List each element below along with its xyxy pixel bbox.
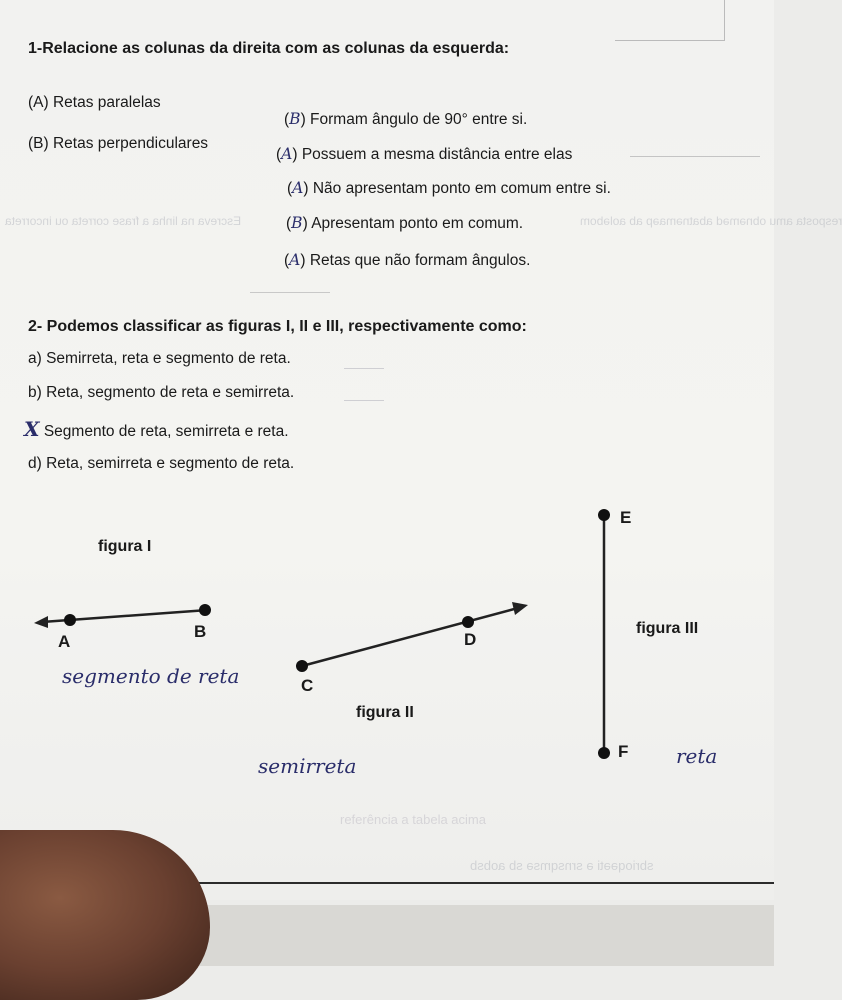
finger-photo-artifact: [0, 830, 210, 1000]
item-text: Apresentam ponto em comum.: [311, 215, 524, 232]
option-d: d) Reta, semirreta e segmento de reta.: [28, 455, 295, 472]
figure-2-title: figura II: [356, 704, 414, 721]
bleed-text: sbrioqəəti ə srnsqmsə sb aobsb: [470, 858, 654, 873]
option-b: b) Reta, segmento de reta e semirreta.: [28, 384, 295, 401]
bleed-line: [630, 156, 760, 157]
figure-3-line: [594, 500, 624, 772]
item-text: Retas que não formam ângulos.: [309, 252, 531, 269]
figure-1-title: figura I: [98, 538, 152, 555]
figure-2-answer: semirreta: [258, 754, 357, 778]
option-c: [24, 417, 289, 441]
option-underline: [344, 368, 384, 369]
point-a-label: A: [58, 632, 71, 651]
bleed-text: resposta amu obnəməd abatnəmaəp ab aoləbom: [580, 214, 842, 228]
item-text: Não apresentam ponto em comum entre si.: [312, 180, 611, 197]
item-text: Formam ângulo de 90° entre si.: [310, 111, 528, 128]
point-f-label: F: [618, 742, 629, 761]
right-column-item: (B) Apresentam ponto em comum.: [286, 214, 524, 232]
handwritten-answer: B: [291, 214, 303, 232]
point-b-label: B: [194, 622, 207, 641]
bleed-line: [615, 40, 725, 41]
figure-3-title: figura III: [636, 620, 699, 637]
figure-3-answer: reta: [676, 744, 718, 768]
right-column-item: (A) Retas que não formam ângulos.: [284, 251, 531, 269]
option-text: Segmento de reta, semirreta e reta.: [43, 423, 289, 440]
handwritten-answer: A: [289, 251, 301, 269]
option-a: a) Semirreta, reta e segmento de reta.: [28, 350, 291, 367]
bleed-text: referência a tabela acima: [340, 812, 486, 827]
question-2-title: 2- Podemos classificar as figuras I, II e III, respectivamente como:: [28, 318, 527, 335]
point-d-label: D: [464, 630, 477, 649]
bleed-line: [724, 0, 725, 40]
checked-mark: X: [24, 417, 40, 441]
right-column-item: (A) Não apresentam ponto em comum entre si.: [287, 179, 611, 197]
handwritten-answer: A: [292, 179, 304, 197]
figure-1-answer: segmento de reta: [62, 664, 240, 688]
question-1-title: 1-Relacione as colunas da direita com as colunas da esquerda:: [28, 40, 510, 57]
bleed-line: [250, 292, 330, 293]
item-text: Possuem a mesma distância entre elas: [301, 146, 573, 163]
figure-2-line: [290, 596, 540, 686]
point-e-label: E: [620, 508, 632, 527]
left-column-item-a: (A) Retas paralelas: [28, 94, 161, 111]
handwritten-answer: A: [281, 145, 293, 163]
bleed-text: Escreva na linha a frase correta ou incorreta: [5, 214, 242, 228]
handwritten-answer: B: [289, 110, 301, 128]
right-column-item: (B) Formam ângulo de 90° entre si.: [284, 110, 528, 128]
option-underline: [344, 400, 384, 401]
point-c-label: C: [301, 676, 314, 695]
left-column-item-b: (B) Retas perpendiculares: [28, 135, 209, 152]
right-column-item: (A) Possuem a mesma distância entre elas: [276, 145, 573, 163]
